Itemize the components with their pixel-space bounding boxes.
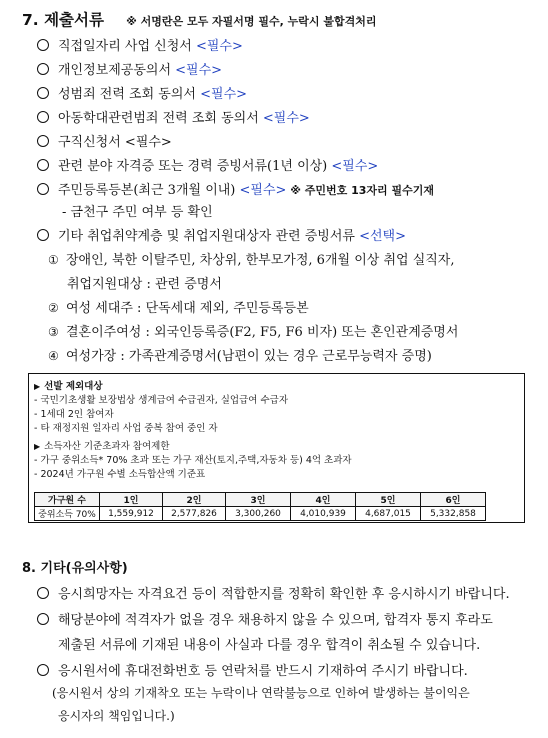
circle-bullet-icon — [37, 63, 49, 75]
exclusion-title: ▶ 선발 제외대상 — [34, 381, 103, 392]
table-cell: 4,687,015 — [356, 507, 421, 521]
resident-number-note: ※ 주민번호 13자리 필수기재 — [286, 184, 435, 197]
circle-bullet-icon — [37, 111, 49, 123]
table-header: 4인 — [291, 493, 356, 507]
table-cell: 2,577,826 — [163, 507, 226, 521]
doc-item-6: 관련 분야 자격증 또는 경력 증빙서류(1년 이상) <필수> — [37, 155, 378, 174]
table-cell: 5,332,858 — [421, 507, 486, 521]
circle-bullet-icon — [37, 664, 49, 676]
doc-item-4: 아동학대관련범죄 전력 조회 동의서 <필수> — [37, 107, 310, 126]
circle-bullet-icon — [37, 135, 49, 147]
circle-bullet-icon — [37, 87, 49, 99]
doc-item-5: 구직신청서 <필수> — [37, 131, 172, 150]
table-cell: 중위소득 70% — [35, 507, 100, 521]
income-line: - 가구 중위소득* 70% 초과 또는 가구 재산(토지,주택,자동차 등) 4억 초과자 — [34, 455, 352, 466]
circle-bullet-icon — [37, 159, 49, 171]
doc-item-8: 기타 취업취약계층 및 취업지원대상자 관련 증빙서류 <선택> — [37, 225, 406, 244]
required-tag: <필수> — [262, 111, 310, 126]
table-header: 1인 — [100, 493, 163, 507]
doc-item-7: 주민등록등본(최근 3개월 이내) <필수> ※ 주민번호 13자리 필수기재 — [37, 179, 434, 198]
table-cell: 1,559,912 — [100, 507, 163, 521]
table-header: 가구원 수 — [35, 493, 100, 507]
required-tag: <필수> — [195, 39, 243, 54]
table-header: 6인 — [421, 493, 486, 507]
triangle-bullet-icon: ▶ — [34, 442, 41, 451]
exclusion-line: - 국민기초생활 보장법상 생계급여 수급권자, 실업급여 수급자 — [34, 395, 288, 406]
note-paren-line-2: 응시자의 책임입니다.) — [58, 709, 175, 723]
exclusion-box — [28, 373, 525, 523]
income-table — [34, 492, 486, 521]
optional-tag: <선택> — [359, 229, 406, 244]
table-header: 2인 — [163, 493, 226, 507]
signature-note: ※ 서명란은 모두 자필서명 필수, 누락시 불합격처리 — [126, 15, 377, 28]
resident-sub-note: - 금천구 주민 여부 등 확인 — [62, 205, 213, 220]
income-title: ▶ 소득자산 기준초과자 참여제한 — [34, 441, 170, 452]
circle-bullet-icon — [37, 183, 49, 195]
table-row — [35, 507, 486, 521]
doc-item-3: 성범죄 전력 조회 동의서 <필수> — [37, 83, 247, 102]
note-item-2-cont: 제출된 서류에 기재된 내용이 사실과 다를 경우 합격이 취소될 수 있습니다. — [58, 638, 481, 653]
sub-item-4: ④ 여성가장 : 가족관계증명서(남편이 있는 경우 근로무능력자 증명) — [48, 349, 432, 364]
sub-item-2: ② 여성 세대주 : 단독세대 제외, 주민등록등본 — [48, 301, 309, 316]
required-tag: <필수> — [331, 159, 379, 174]
circle-bullet-icon — [37, 39, 49, 51]
sub-item-1: ① 장애인, 북한 이탈주민, 차상위, 한부모가정, 6개월 이상 취업 실직자, — [48, 253, 455, 268]
exclusion-line: - 타 재정지원 일자리 사업 중복 참여 중인 자 — [34, 423, 218, 434]
circle-bullet-icon — [37, 613, 49, 625]
note-item-1: 응시희망자는 자격요건 등이 적합한지를 정확히 확인한 후 응시하시기 바랍니다. — [37, 583, 510, 602]
table-header-row — [35, 493, 486, 507]
sub-item-3: ③ 결혼이주여성 : 외국인등록증(F2, F5, F6 비자) 또는 혼인관계증명서 — [48, 325, 459, 340]
doc-item-1: 직접일자리 사업 신청서 <필수> — [37, 35, 243, 54]
table-cell: 3,300,260 — [226, 507, 291, 521]
triangle-bullet-icon: ▶ — [34, 382, 41, 391]
section-8-title: 8. 기타(유의사항) — [22, 561, 128, 576]
circle-bullet-icon — [37, 229, 49, 241]
table-header: 5인 — [356, 493, 421, 507]
required-tag: <필수> — [175, 63, 223, 78]
section-7-title: 7. 제출서류 — [22, 11, 104, 29]
table-cell: 4,010,939 — [291, 507, 356, 521]
sub-item-1-cont: 취업지원대상 : 관련 증명서 — [67, 277, 222, 292]
section-7-heading — [22, 8, 376, 30]
note-paren-line-1: (응시원서 상의 기재착오 또는 누락이나 연락불능으로 인하여 발생하는 불이익은 — [52, 686, 470, 700]
doc-item-2: 개인정보제공동의서 <필수> — [37, 59, 222, 78]
required-tag: <필수> — [239, 183, 287, 198]
table-header: 3인 — [226, 493, 291, 507]
exclusion-line: - 1세대 2인 참여자 — [34, 409, 114, 420]
income-line: - 2024년 가구원 수별 소득합산액 기준표 — [34, 469, 206, 480]
required-tag: <필수> — [200, 87, 248, 102]
note-item-3: 응시원서에 휴대전화번호 등 연락처를 반드시 기재하여 주시기 바랍니다. — [37, 660, 468, 679]
note-item-2: 해당분야에 적격자가 없을 경우 채용하지 않을 수 있으며, 합격자 통지 후라도 — [37, 609, 493, 628]
circle-bullet-icon — [37, 587, 49, 599]
